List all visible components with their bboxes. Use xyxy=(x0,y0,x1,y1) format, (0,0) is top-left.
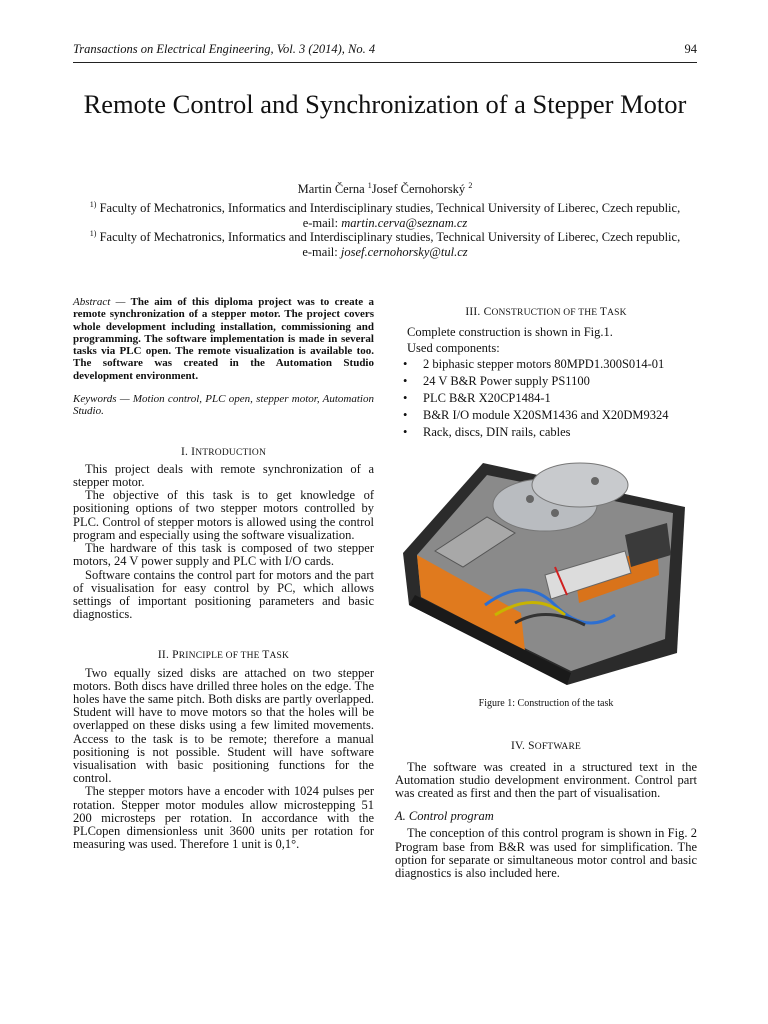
paragraph: The software was created in a structured text in the Automation studio development environment. Control part was created as first and then the part of visualisation. xyxy=(395,759,697,801)
journal-name: Transactions on Electrical Engineering, Vol. 3 (2014), No. 4 xyxy=(73,42,376,56)
affiliation-1-email-label: e-mail: xyxy=(302,216,342,231)
components-label: Used components: xyxy=(407,341,500,356)
component-text: PLC B&R X20CP1484-1 xyxy=(423,391,551,406)
author-2: Josef Černohorský xyxy=(371,182,469,197)
construction-body xyxy=(395,324,697,356)
paragraph: The conception of this control program is shown in Fig. 2 Program base from B&R was used for simplification. The option for separate or simultaneous motor control and basic diagnostics is also included here. xyxy=(395,826,697,881)
heading-initial: S xyxy=(528,740,535,753)
bullet: • xyxy=(403,357,408,372)
component-text: Rack, discs, DIN rails, cables xyxy=(423,425,571,440)
bullet: • xyxy=(403,425,408,440)
subsection-heading: A. Control program xyxy=(395,809,494,824)
section-number: IV. xyxy=(510,740,529,753)
section-introduction-heading xyxy=(73,446,374,460)
heading-rest: ONSTRUCTION OF THE xyxy=(491,308,600,318)
section-number: II. xyxy=(157,649,173,662)
heading-rest: ASK xyxy=(607,308,627,318)
disk-2 xyxy=(532,463,628,507)
heading-rest: OFTWARE xyxy=(534,742,582,753)
abstract-text: The aim of this diploma project was to create a remote synchronization of a stepper motor. The project covers whole development including installation, commissioning and programming. The software implementation is made in several tasks via PLC open. The remote visualization is available too. The software was created in the Automation Studio development environment. xyxy=(73,296,374,382)
paper-title: Remote Control and Synchronization of a Stepper Motor xyxy=(83,89,687,119)
bullet: • xyxy=(403,408,408,423)
affiliation-2 xyxy=(73,226,697,260)
disk-hole xyxy=(591,477,599,485)
affiliation-1-email[interactable]: martin.cerva@seznam.cz xyxy=(341,216,468,231)
principle-body xyxy=(73,667,374,852)
author-1: Martin Černa xyxy=(297,182,368,197)
header-rule xyxy=(73,62,697,63)
heading-initial: T xyxy=(599,306,608,318)
affiliation-2-sup: 1) xyxy=(89,229,97,238)
section-principle-heading xyxy=(73,649,374,663)
heading-initial: T xyxy=(262,649,270,662)
section-software-heading xyxy=(395,740,697,754)
affiliation-2-email-line xyxy=(73,245,697,260)
affiliation-2-line xyxy=(73,226,697,245)
section-number: III. xyxy=(465,306,484,318)
paragraph: This project deals with remote synchronization of a stepper motor. xyxy=(73,461,374,490)
bullet: • xyxy=(403,374,408,389)
construction-photo-drawing xyxy=(395,455,697,687)
author-1-sup: 1 xyxy=(367,181,372,190)
heading-initial: I xyxy=(191,445,196,458)
section-number: I. xyxy=(180,445,192,458)
affiliation-2-text: Faculty of Mechatronics, Informatics and Interdisciplinary studies, Technical University of Liberec, Czech republic, xyxy=(96,230,681,245)
list-item xyxy=(399,424,697,441)
journal-header xyxy=(73,42,697,62)
construction-intro: Complete construction is shown in Fig.1. xyxy=(407,325,613,340)
list-item xyxy=(399,356,697,373)
left-column xyxy=(73,296,374,851)
abstract-label: Abstract — xyxy=(73,296,126,308)
abstract xyxy=(73,296,374,382)
introduction-body xyxy=(73,463,374,621)
affiliation-1-sup: 1) xyxy=(89,200,97,209)
list-item xyxy=(399,373,697,390)
component-text: B&R I/O module X20SM1436 and X20DM9324 xyxy=(423,408,669,423)
bullet: • xyxy=(403,391,408,406)
page-number: 94 xyxy=(684,42,697,56)
right-column xyxy=(395,306,697,880)
disk-hole xyxy=(526,495,534,503)
list-item xyxy=(399,390,697,407)
section-construction-heading xyxy=(395,306,697,320)
heading-rest: ASK xyxy=(269,651,290,662)
component-text: 24 V B&R Power supply PS1100 xyxy=(423,374,590,389)
affiliation-1-text: Faculty of Mechatronics, Informatics and Interdisciplinary studies, Technical University of Liberec, Czech republic, xyxy=(96,201,681,216)
author-2-sup: 2 xyxy=(468,181,473,190)
heading-rest: NTRODUCTION xyxy=(195,447,267,458)
heading-rest: RINCIPLE OF THE xyxy=(178,651,263,662)
affiliation-2-email[interactable]: josef.cernohorsky@tul.cz xyxy=(340,245,468,260)
affiliation-2-email-label: e-mail: xyxy=(302,245,341,260)
component-text: 2 biphasic stepper motors 80MPD1.300S014-01 xyxy=(423,357,665,372)
paragraph: The objective of this task is to get knowledge of positioning options of two stepper motors controlled by PLC. Control of stepper motors is allowed using the control program and especially using the software visualization. xyxy=(73,488,374,542)
list-item xyxy=(399,407,697,424)
heading-initial: P xyxy=(172,649,179,662)
paragraph: The stepper motors have a encoder with 1024 pulses per rotation. Stepper motor modules allow microstepping 51 200 microsteps per rotation. In accordance with the PLCopen dimensionless unit 3600 units per rotation for measuring was used. Therefore 1 unit is 0,1°. xyxy=(73,784,374,852)
paragraph: The hardware of this task is composed of two stepper motors, 24 V power supply and PLC with I/O cards. xyxy=(73,541,374,569)
keywords: Keywords — Motion control, PLC open, stepper motor, Automation Studio. xyxy=(73,393,374,418)
heading-initial: C xyxy=(483,306,492,318)
figure-caption: Figure 1: Construction of the task xyxy=(478,698,614,710)
component-list xyxy=(399,356,697,441)
affiliation-1-line xyxy=(73,197,697,216)
author-line xyxy=(73,178,697,197)
disk-hole xyxy=(551,509,559,517)
paragraph: Two equally sized disks are attached on two stepper motors. Both discs have drilled three holes on the edge. The holes have the same pitch. Both disks are partly overlapped. Student will have to move motors so that the holes will be overlapped on these disks using a few limited movements. Access to the task is to be remote; therefore a manual positioning is not possible. Student will have software visualisation with basic positioning functions for the control. xyxy=(73,665,374,786)
construction-photo xyxy=(395,455,697,687)
paragraph: Software contains the control part for motors and the part of visualisation for easy control by PC, which allows settings of important positioning parameters and basic diagnostics. xyxy=(73,567,374,622)
